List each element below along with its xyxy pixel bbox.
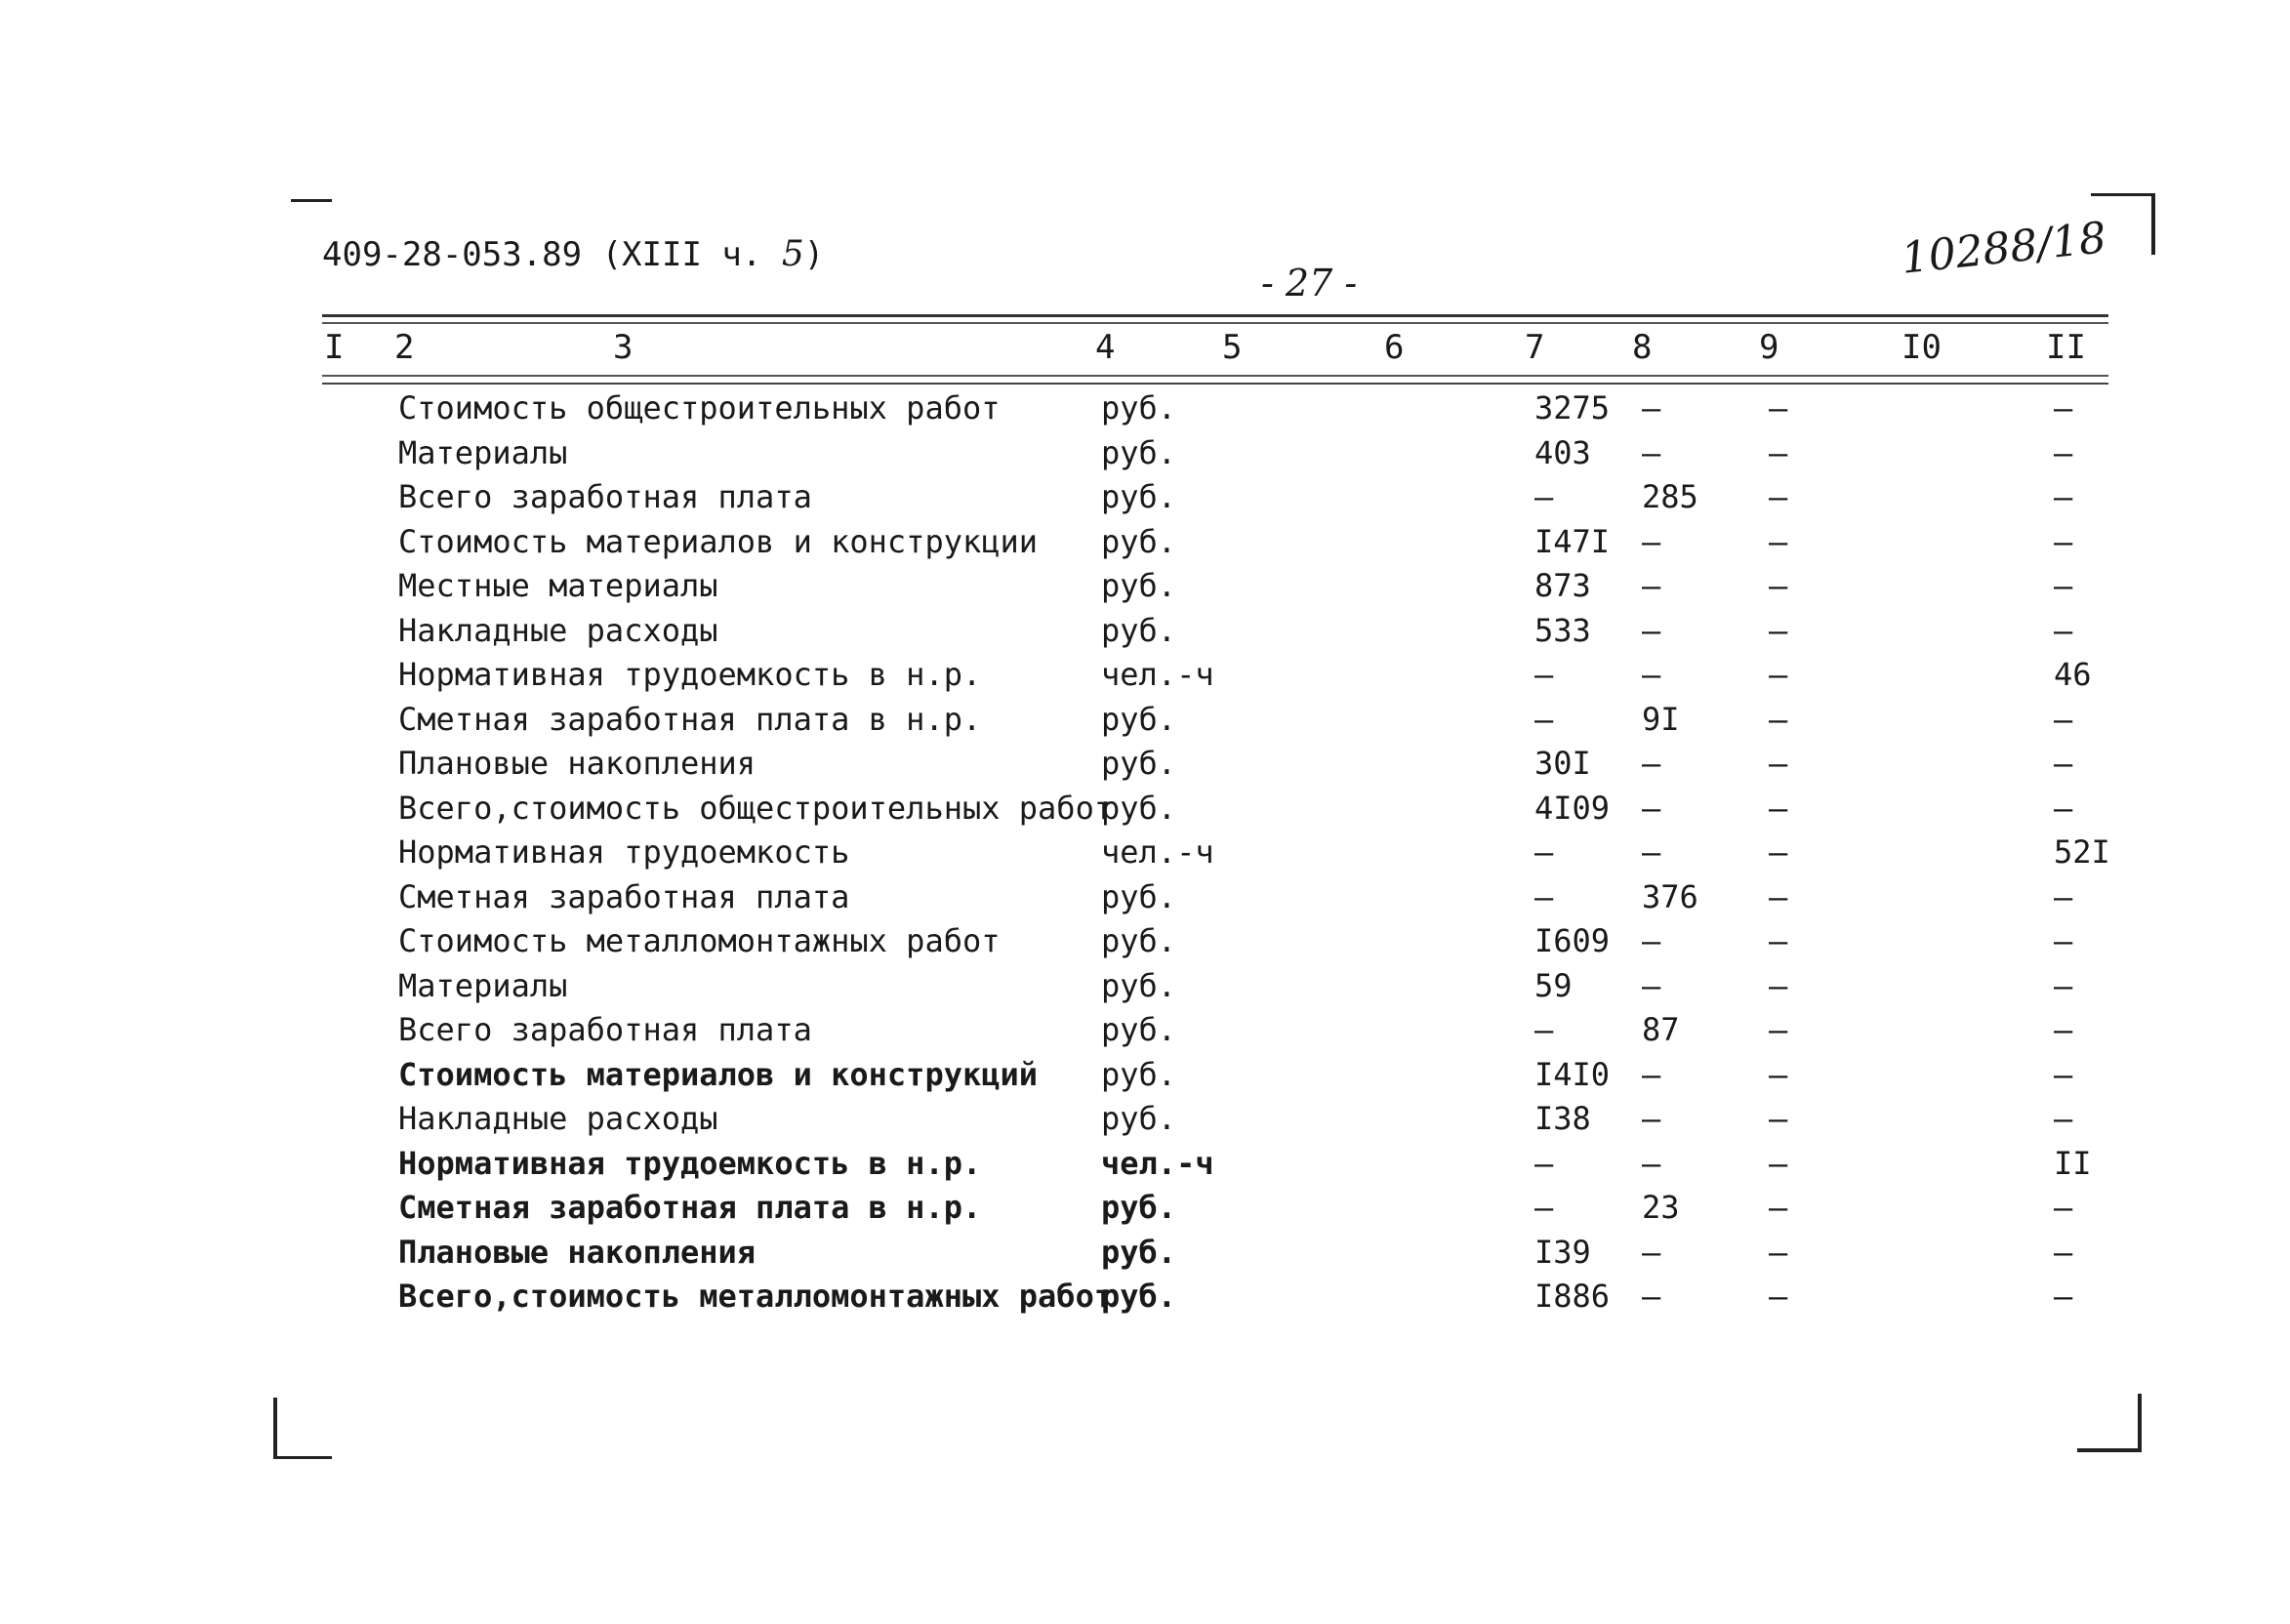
table-row — [0, 787, 2290, 832]
col7-value: 403 — [1534, 433, 1591, 471]
table-top-rule — [322, 314, 2108, 317]
item-unit: руб. — [1101, 1278, 1177, 1315]
col9-value: – — [1769, 1055, 1788, 1093]
table-row — [0, 1008, 2290, 1053]
item-name: Плановые накопления — [398, 745, 757, 782]
col7-value: 30I — [1534, 745, 1591, 782]
col11-value: – — [2054, 433, 2073, 471]
item-unit: руб. — [1101, 567, 1177, 604]
item-name: Сметная заработная плата — [398, 877, 850, 915]
item-name: Стоимость материалов и конструкций — [398, 1055, 1039, 1093]
col9-value: – — [1769, 433, 1788, 471]
item-name: Местные материалы — [398, 567, 718, 604]
item-name: Плановые накопления — [398, 1233, 757, 1271]
item-name: Накладные расходы — [398, 611, 718, 649]
document-code-main: 409-28-053.89 (XIII ч. — [322, 235, 782, 274]
col11-value: – — [2054, 1278, 2073, 1315]
col8-value: – — [1642, 389, 1661, 426]
col8-value: – — [1642, 567, 1661, 604]
col8-value: – — [1642, 1055, 1661, 1093]
item-name: Накладные расходы — [398, 1100, 718, 1137]
col8-value: 285 — [1642, 478, 1698, 515]
col9-value: – — [1769, 1189, 1788, 1226]
col11-value: – — [2054, 789, 2073, 827]
item-unit: руб. — [1101, 789, 1177, 827]
item-name: Всего заработная плата — [398, 478, 812, 515]
col7-value: – — [1534, 833, 1554, 871]
col7-value: – — [1534, 478, 1554, 515]
col7-value: 3275 — [1534, 389, 1611, 426]
item-name: Сметная заработная плата в н.р. — [398, 700, 982, 738]
inventory-number: 10288/18 — [1899, 213, 2109, 284]
col8-value: 9I — [1642, 700, 1680, 738]
item-name: Всего,стоимость общестроительных работ — [398, 789, 1114, 827]
col7-value: – — [1534, 1144, 1554, 1182]
col7-value: 59 — [1534, 966, 1573, 1004]
column-header-11: II — [2046, 328, 2086, 367]
col8-value: – — [1642, 1278, 1661, 1315]
col9-value: – — [1769, 966, 1788, 1004]
col9-value: – — [1769, 389, 1788, 426]
col8-value: – — [1642, 433, 1661, 471]
table-row — [0, 1231, 2290, 1276]
item-name: Нормативная трудоемкость — [398, 833, 850, 871]
table-row — [0, 875, 2290, 920]
table-row — [0, 475, 2290, 520]
col11-value: – — [2054, 478, 2073, 515]
col9-value: – — [1769, 1011, 1788, 1048]
item-name: Нормативная трудоемкость в н.р. — [398, 1144, 982, 1182]
col9-value: – — [1769, 877, 1788, 915]
table-row — [0, 964, 2290, 1009]
table-row — [0, 1142, 2290, 1187]
item-name: Стоимость общестроительных работ — [398, 389, 1001, 426]
table-row — [0, 1275, 2290, 1320]
column-header-8: 8 — [1632, 328, 1653, 367]
item-unit: руб. — [1101, 1233, 1177, 1271]
column-header-1: I — [324, 328, 345, 367]
col8-value: – — [1642, 789, 1661, 827]
item-unit: руб. — [1101, 966, 1177, 1004]
corner-mark-bottom-left — [273, 1398, 332, 1459]
col9-value: – — [1769, 611, 1788, 649]
col8-value: – — [1642, 1100, 1661, 1137]
col7-value: 4I09 — [1534, 789, 1611, 827]
corner-mark-top-left — [291, 199, 332, 202]
col9-value: – — [1769, 1278, 1788, 1315]
col11-value: – — [2054, 700, 2073, 738]
col8-value: 23 — [1642, 1189, 1680, 1226]
table-row — [0, 698, 2290, 743]
table-row — [0, 1097, 2290, 1142]
table-row — [0, 831, 2290, 875]
col9-value: – — [1769, 567, 1788, 604]
col9-value: – — [1769, 478, 1788, 515]
col11-value: II — [2054, 1144, 2092, 1182]
item-unit: чел.-ч — [1101, 656, 1214, 693]
item-name: Стоимость металломонтажных работ — [398, 922, 1001, 959]
item-name: Всего,стоимость металломонтажных работ — [398, 1278, 1114, 1315]
col11-value: – — [2054, 877, 2073, 915]
col8-value: – — [1642, 966, 1661, 1004]
col7-value: I609 — [1534, 922, 1611, 959]
column-header-3: 3 — [613, 328, 634, 367]
column-header-6: 6 — [1384, 328, 1405, 367]
column-header-5: 5 — [1222, 328, 1243, 367]
col9-value: – — [1769, 522, 1788, 560]
item-unit: руб. — [1101, 1100, 1177, 1137]
item-name: Стоимость материалов и конструкции — [398, 522, 1039, 560]
col9-value: – — [1769, 1144, 1788, 1182]
table-header-rule — [322, 375, 2108, 377]
col8-value: – — [1642, 656, 1661, 693]
col8-value: – — [1642, 522, 1661, 560]
col11-value: – — [2054, 1100, 2073, 1137]
corner-mark-bottom-right — [2077, 1394, 2142, 1452]
col11-value: – — [2054, 1055, 2073, 1093]
col7-value: – — [1534, 700, 1554, 738]
col9-value: – — [1769, 789, 1788, 827]
col9-value: – — [1769, 1100, 1788, 1137]
col9-value: – — [1769, 745, 1788, 782]
item-unit: руб. — [1101, 922, 1177, 959]
column-header-2: 2 — [394, 328, 415, 367]
col7-value: – — [1534, 656, 1554, 693]
col7-value: – — [1534, 877, 1554, 915]
col9-value: – — [1769, 922, 1788, 959]
item-unit: руб. — [1101, 522, 1177, 560]
column-header-7: 7 — [1525, 328, 1545, 367]
item-unit: руб. — [1101, 700, 1177, 738]
col11-value: – — [2054, 611, 2073, 649]
column-header-4: 4 — [1095, 328, 1116, 367]
col11-value: – — [2054, 1233, 2073, 1271]
table-row — [0, 742, 2290, 787]
col8-value: – — [1642, 611, 1661, 649]
table-row — [0, 386, 2290, 431]
col9-value: – — [1769, 656, 1788, 693]
col8-value: 376 — [1642, 877, 1698, 915]
item-name: Сметная заработная плата в н.р. — [398, 1189, 982, 1226]
item-unit: чел.-ч — [1101, 1144, 1214, 1182]
table-row — [0, 520, 2290, 565]
col11-value: – — [2054, 567, 2073, 604]
item-name: Материалы — [398, 433, 568, 471]
col8-value: – — [1642, 922, 1661, 959]
col11-value: – — [2054, 922, 2073, 959]
col11-value: – — [2054, 522, 2073, 560]
col11-value: 52I — [2054, 833, 2110, 871]
col8-value: – — [1642, 1144, 1661, 1182]
item-unit: руб. — [1101, 1189, 1177, 1226]
col11-value: – — [2054, 745, 2073, 782]
col8-value: – — [1642, 1233, 1661, 1271]
col7-value: I886 — [1534, 1278, 1611, 1315]
col7-value: I47I — [1534, 522, 1611, 560]
col11-value: – — [2054, 966, 2073, 1004]
col7-value: – — [1534, 1011, 1554, 1048]
column-header-10: I0 — [1902, 328, 1942, 367]
col11-value: 46 — [2054, 656, 2092, 693]
col11-value: – — [2054, 1011, 2073, 1048]
col7-value: – — [1534, 1189, 1554, 1226]
col7-value: I39 — [1534, 1233, 1591, 1271]
col9-value: – — [1769, 700, 1788, 738]
table-row — [0, 1186, 2290, 1231]
item-unit: руб. — [1101, 745, 1177, 782]
document-code — [322, 234, 824, 274]
col7-value: I4I0 — [1534, 1055, 1611, 1093]
item-unit: руб. — [1101, 611, 1177, 649]
item-unit: чел.-ч — [1101, 833, 1214, 871]
table-row — [0, 1053, 2290, 1098]
table-top-rule-inner — [322, 322, 2108, 324]
item-name: Материалы — [398, 966, 568, 1004]
document-code-part: 5 — [781, 234, 804, 274]
col8-value: 87 — [1642, 1011, 1680, 1048]
col8-value: – — [1642, 745, 1661, 782]
table-row — [0, 653, 2290, 698]
table-body — [0, 386, 2290, 1320]
col9-value: – — [1769, 1233, 1788, 1271]
col7-value: I38 — [1534, 1100, 1591, 1137]
table-row — [0, 609, 2290, 654]
item-unit: руб. — [1101, 478, 1177, 515]
item-unit: руб. — [1101, 1055, 1177, 1093]
item-unit: руб. — [1101, 433, 1177, 471]
col7-value: 533 — [1534, 611, 1591, 649]
item-unit: руб. — [1101, 877, 1177, 915]
col9-value: – — [1769, 833, 1788, 871]
item-unit: руб. — [1101, 1011, 1177, 1048]
page-number: - 27 - — [1261, 262, 1358, 304]
item-name: Всего заработная плата — [398, 1011, 812, 1048]
table-row — [0, 919, 2290, 964]
table-row — [0, 431, 2290, 476]
col8-value: – — [1642, 833, 1661, 871]
table-header-row — [0, 326, 2290, 371]
col7-value: 873 — [1534, 567, 1591, 604]
column-header-9: 9 — [1759, 328, 1779, 367]
table-row — [0, 564, 2290, 609]
col11-value: – — [2054, 1189, 2073, 1226]
table-header-rule-inner — [322, 383, 2108, 385]
col11-value: – — [2054, 389, 2073, 426]
item-name: Нормативная трудоемкость в н.р. — [398, 656, 982, 693]
document-code-close: ) — [803, 235, 825, 274]
item-unit: руб. — [1101, 389, 1177, 426]
